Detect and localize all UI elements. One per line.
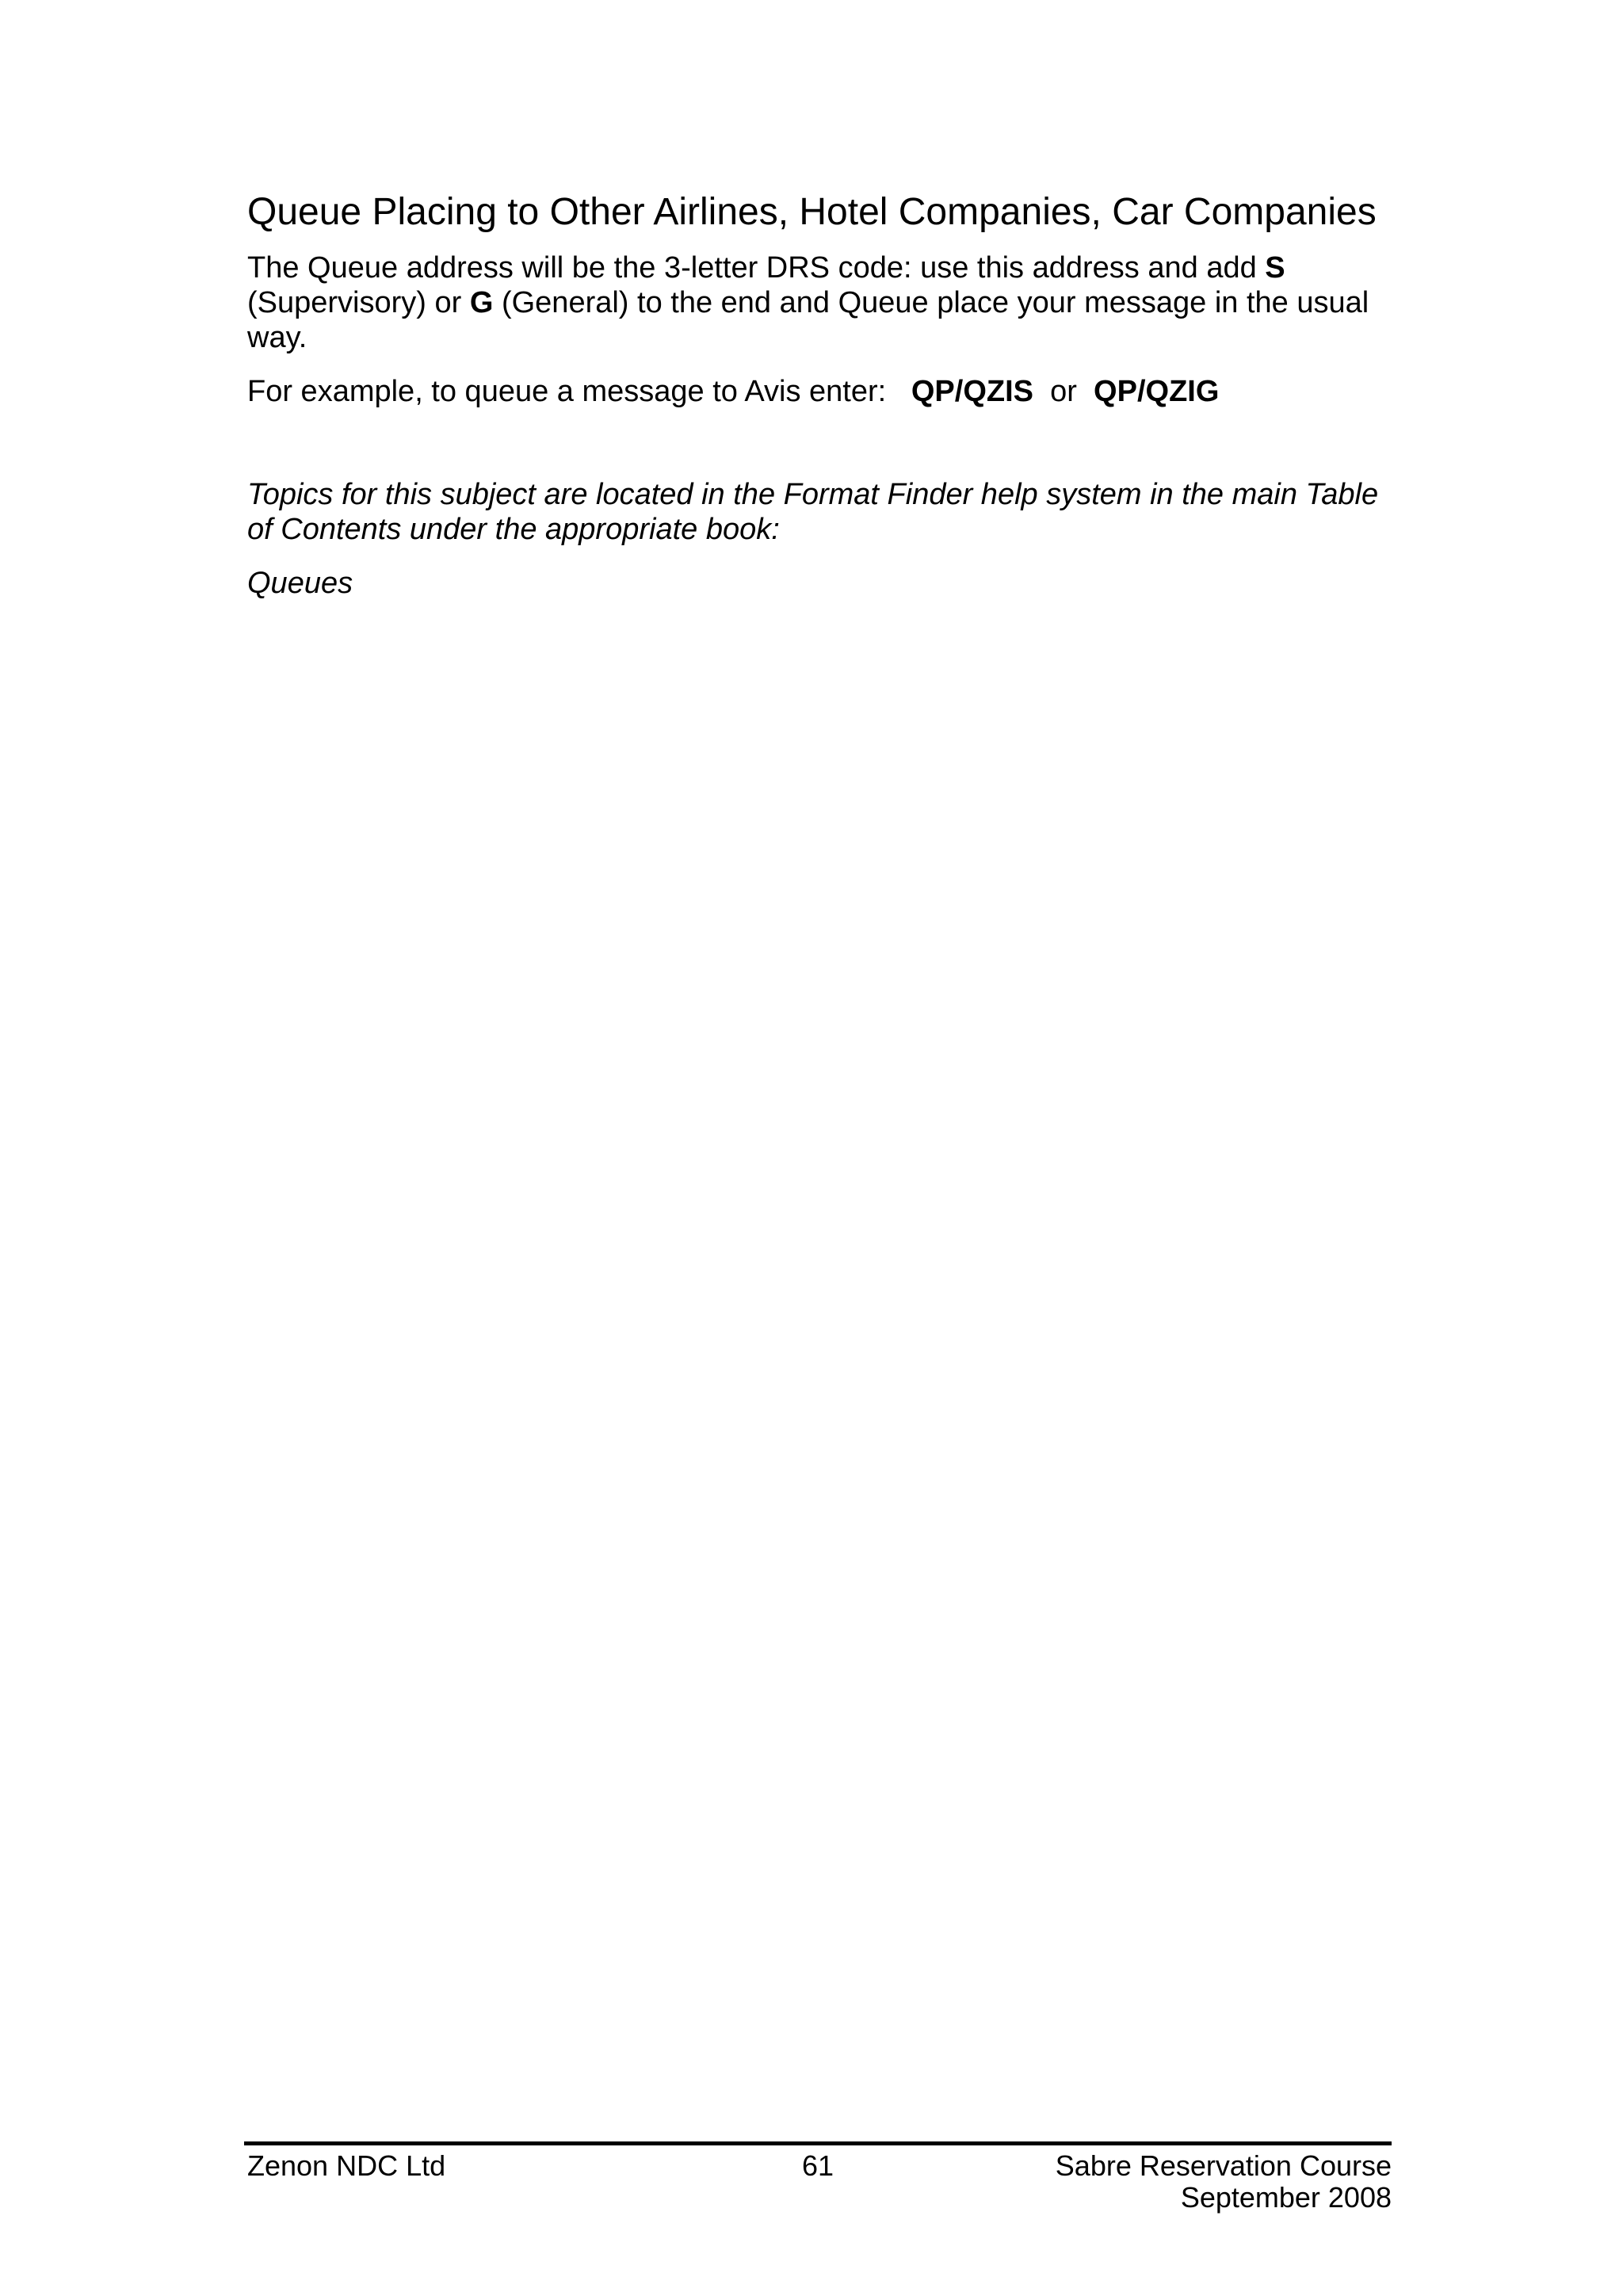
example-code-general: QP/QZIG: [1094, 375, 1220, 408]
topics-section: [247, 477, 1404, 601]
topics-text: Topics for this subject are located in the Format Finder help system in the main Table of Contents under the appropriate book:: [247, 478, 1379, 546]
topics-book: Queues: [247, 567, 353, 600]
example-code-supervisory: QP/QZIS: [911, 375, 1034, 408]
example-line: [247, 374, 1404, 409]
footer-page-number: 61: [801, 2149, 834, 2182]
paragraph-text-1: The Queue address will be the 3-letter DRS code: use this address and add: [247, 251, 1266, 285]
queue-address-paragraph: [247, 250, 1404, 355]
footer-course-date: September 2008: [1180, 2181, 1392, 2214]
example-separator: or: [1033, 375, 1094, 408]
footer-company: Zenon NDC Ltd: [247, 2149, 446, 2182]
supervisory-code: S: [1265, 251, 1285, 285]
paragraph-text-3: (General) to the end and Queue place your message in the usual way.: [247, 286, 1369, 354]
page-footer: [244, 2141, 1392, 2225]
example-prefix: For example, to queue a message to Avis enter:: [247, 375, 911, 408]
footer-row: [244, 2145, 1392, 2225]
paragraph-text-2: (Supervisory) or: [247, 286, 470, 319]
page-content: [247, 190, 1404, 620]
general-code: G: [469, 286, 494, 319]
footer-course-title: Sabre Reservation Course: [1055, 2149, 1392, 2182]
section-heading: Queue Placing to Other Airlines, Hotel Companies, Car Companies: [247, 191, 1377, 233]
footer-course-info: [1056, 2150, 1392, 2214]
